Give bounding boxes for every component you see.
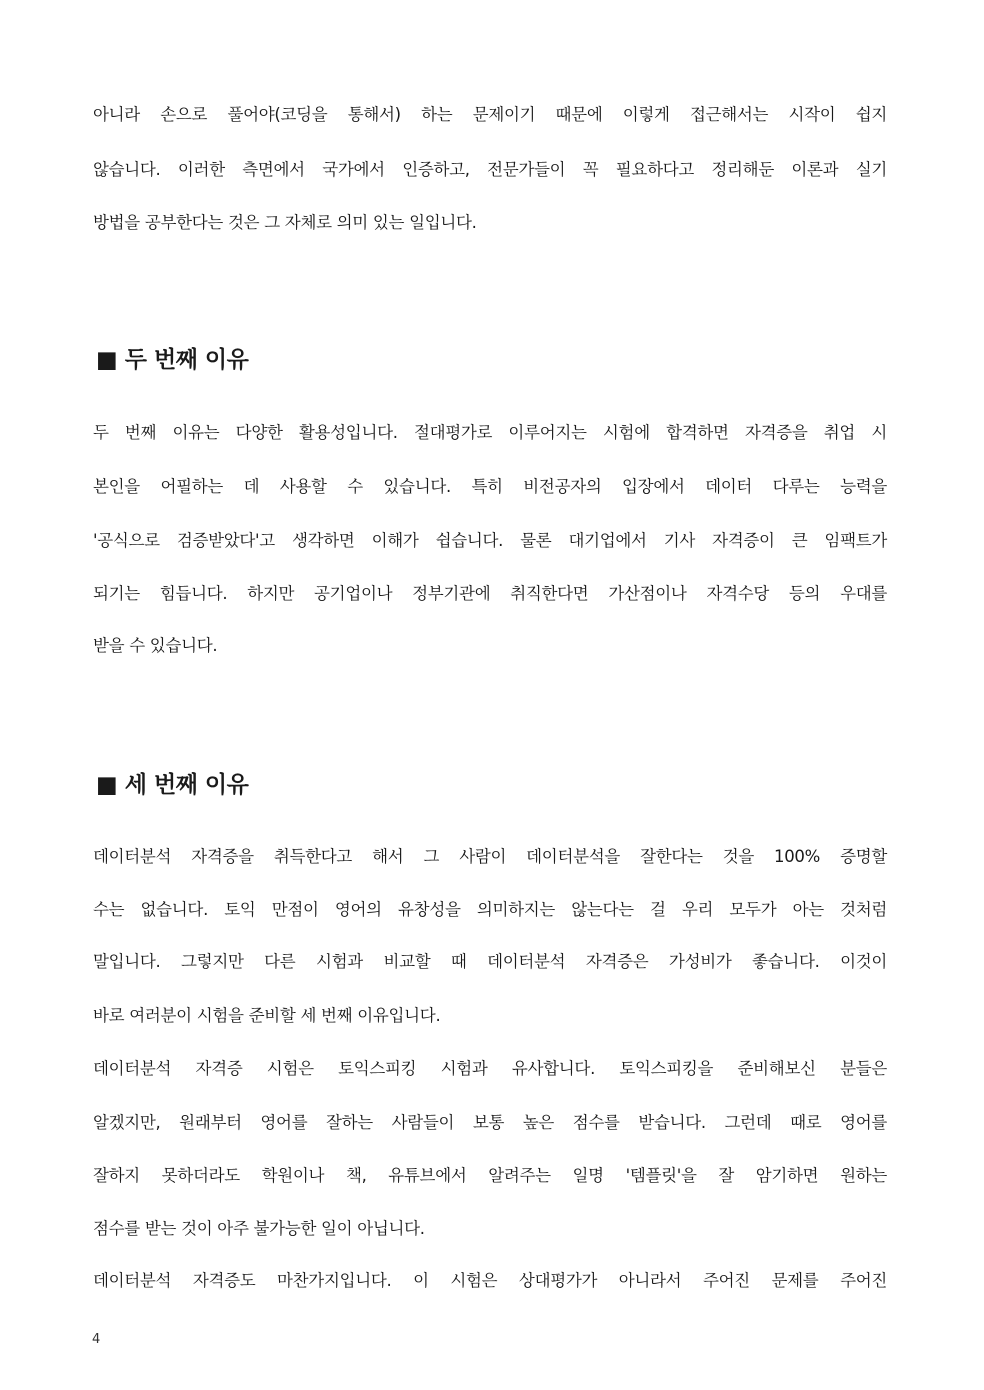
page-number: 4 — [92, 1332, 101, 1347]
section-2-line-4: 되기는 힘듭니다. 하지만 공기업이나 정부기관에 취직한다면 가산점이나 자격수당 등의 우대를 — [93, 584, 887, 603]
section-3-line-1: 데이터분석 자격증을 취득한다고 해서 그 사람이 데이터분석을 잘한다는 것을 100% 증명할 — [93, 847, 887, 866]
intro-line-2: 않습니다. 이러한 측면에서 국가에서 인증하고, 전문가들이 꼭 필요하다고 정리해둔 이론과 실기 — [93, 160, 887, 179]
section-3-line-9: 데이터분석 자격증도 마찬가지입니다. 이 시험은 상대평가가 아니라서 주어진 문제를 주어진 — [93, 1271, 887, 1290]
section-3-line-4: 바로 여러분이 시험을 준비할 세 번째 이유입니다. — [93, 1006, 441, 1025]
section-2-line-2: 본인을 어필하는 데 사용할 수 있습니다. 특히 비전공자의 입장에서 데이터 다루는 능력을 — [93, 477, 887, 496]
section-2-line-5: 받을 수 있습니다. — [93, 636, 218, 655]
section-3-line-5: 데이터분석 자격증 시험은 토익스피킹 시험과 유사합니다. 토익스피킹을 준비해보신 분들은 — [93, 1059, 887, 1078]
intro-line-1: 아니라 손으로 풀어야(코딩을 통해서) 하는 문제이기 때문에 이렇게 접근해서는 시작이 쉽지 — [93, 105, 887, 124]
intro-line-3: 방법을 공부한다는 것은 그 자체로 의미 있는 일입니다. — [93, 213, 477, 232]
section-3-line-7: 잘하지 못하더라도 학원이나 책, 유튜브에서 알려주는 일명 '템플릿'을 잘 암기하면 원하는 — [93, 1166, 887, 1185]
section-2-line-1: 두 번째 이유는 다양한 활용성입니다. 절대평가로 이루어지는 시험에 합격하면 자격증을 취업 시 — [93, 423, 887, 442]
section-2-heading: ■ 두 번째 이유 — [96, 347, 249, 373]
section-3-line-3: 말입니다. 그렇지만 다른 시험과 비교할 때 데이터분석 자격증은 가성비가 좋습니다. 이것이 — [93, 952, 887, 971]
section-3-heading: ■ 세 번째 이유 — [96, 772, 249, 798]
section-3-line-2: 수는 없습니다. 토익 만점이 영어의 유창성을 의미하지는 않는다는 걸 우리 모두가 아는 것처럼 — [93, 900, 887, 919]
section-3-line-6: 알겠지만, 원래부터 영어를 잘하는 사람들이 보통 높은 점수를 받습니다. 그런데 때로 영어를 — [93, 1113, 887, 1132]
section-3-line-8: 점수를 받는 것이 아주 불가능한 일이 아닙니다. — [93, 1219, 425, 1238]
section-2-line-3: '공식으로 검증받았다'고 생각하면 이해가 쉽습니다. 물론 대기업에서 기사 자격증이 큰 임팩트가 — [93, 531, 887, 550]
